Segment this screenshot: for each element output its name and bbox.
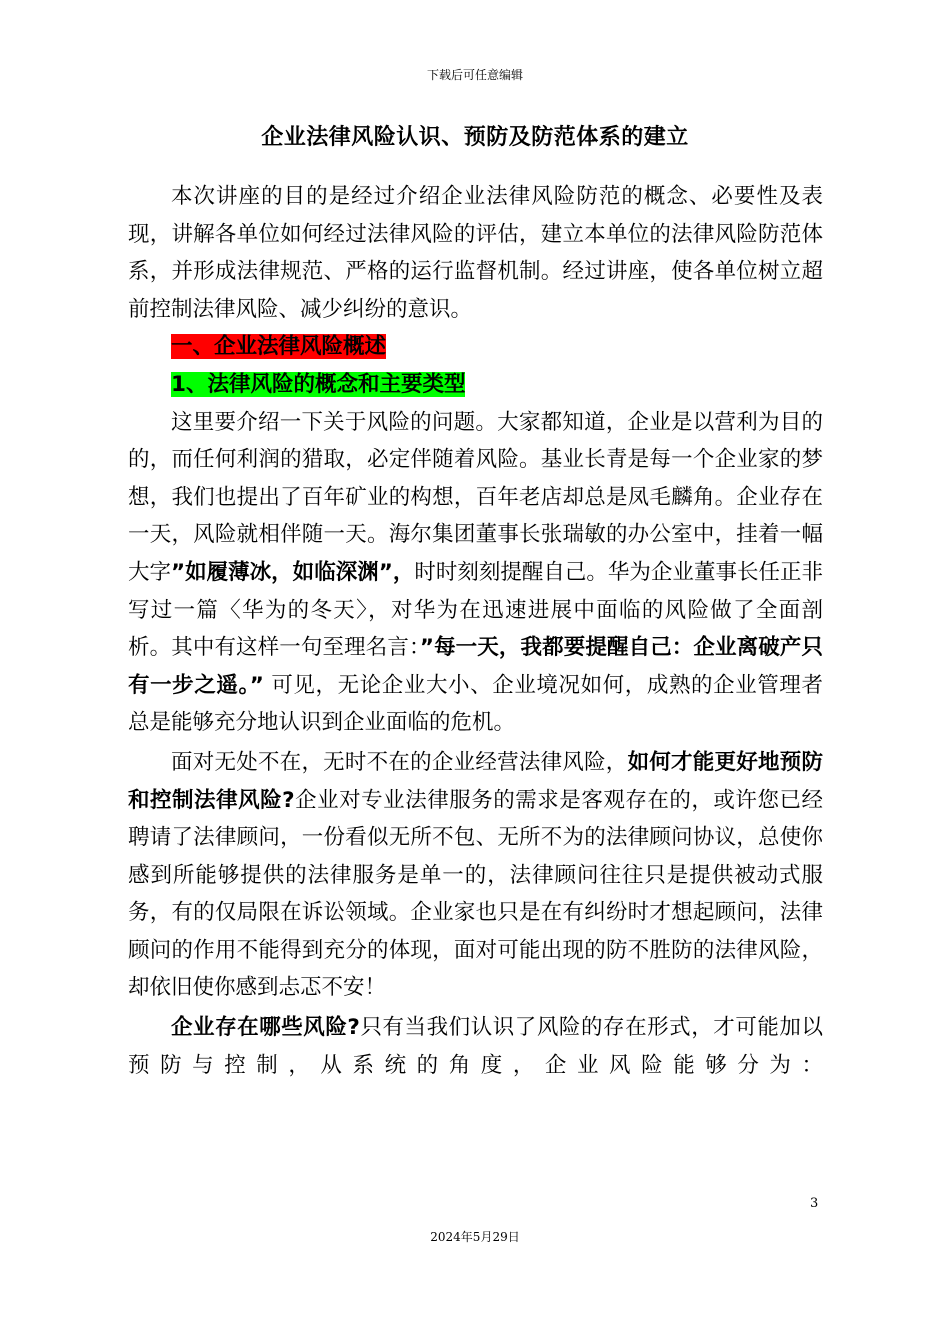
paragraph-text: 这里要介绍一下关于风险的问题。大家都知道，企业是以营利为目的的，而任何利润的猎取，必定伴随着风险。基业长青是每一个企业家的梦想，我们也提出了百年矿业的构想，百年老店却总是凤毛麟角。企业存在一天，风险就相伴随一天。海尔集团董事长张瑞敏的办公室中，挂着一幅大字 <box>128 409 823 585</box>
paragraph-text: 可见，无论企业大小、企业境况如何，成熟的企业管理者总是能够充分地认识到企业面临的危机。 <box>128 672 823 736</box>
subsection-heading-text: 1、法律风险的概念和主要类型 <box>171 371 466 397</box>
bold-quote: ”每一天，我都要提醒自己：企业离破产只有一步之遥。” <box>128 635 823 698</box>
section-heading-text: 一、企业法律风险概述 <box>171 334 387 360</box>
intro-paragraph: 本次讲座的目的是经过介绍企业法律风险防范的概念、必要性及表现，讲解各单位如何经过法律风险的评估，建立本单位的法律风险防范体系，并形成法律规范、严格的运行监督机制。经过讲座，使各单位树立超前控制法律风险、减少纠纷的意识。 <box>128 184 823 322</box>
paragraph-risk-types <box>128 1009 823 1084</box>
bold-question: 如何才能更好地预防和控制法律风险? <box>128 749 823 813</box>
document-body <box>128 178 823 1084</box>
bold-question: 企业存在哪些风险? <box>171 1015 360 1041</box>
header-note: 下载后可任意编辑 <box>426 68 523 82</box>
footer-date: 2024年5月29日 <box>430 1230 520 1244</box>
document-title: 企业法律风险认识、预防及防范体系的建立 <box>261 125 689 150</box>
paragraph-text: 面对无处不在，无时不在的企业经营法律风险， <box>171 749 628 775</box>
bold-quote: ”如履薄冰，如临深渊”， <box>171 559 415 585</box>
paragraph-risk-intro <box>128 404 823 742</box>
page-number: 3 <box>810 1196 819 1211</box>
paragraph-prevention <box>128 744 823 1007</box>
section-heading <box>128 328 823 366</box>
paragraph-text: 时时刻刻提醒自己。华为企业董事长任正非写过一篇〈华为的冬天〉，对华为在迅速进展中面临的风险做了全面剖析。其中有这样一句至理名言： <box>128 559 823 661</box>
paragraph-text: 只有当我们认识了风险的存在形式，才可能加以预防与控制，从系统的角度，企业风险能够分为： <box>128 1015 823 1078</box>
paragraph-text: 企业对专业法律服务的需求是客观存在的，或许您已经聘请了法律顾问，一份看似无所不包、无所不为的法律顾问协议，总使你感到所能够提供的法律服务是单一的，法律顾问往往只是提供被动式服务，有的仅局限在诉讼领域。企业家也只是在有纠纷时才想起顾问，法律顾问的作用不能得到充分的体现，面对可能出现的防不胜防的法律风险，却依旧使你感到忐忑不安！ <box>128 787 823 1001</box>
subsection-heading <box>128 366 823 404</box>
